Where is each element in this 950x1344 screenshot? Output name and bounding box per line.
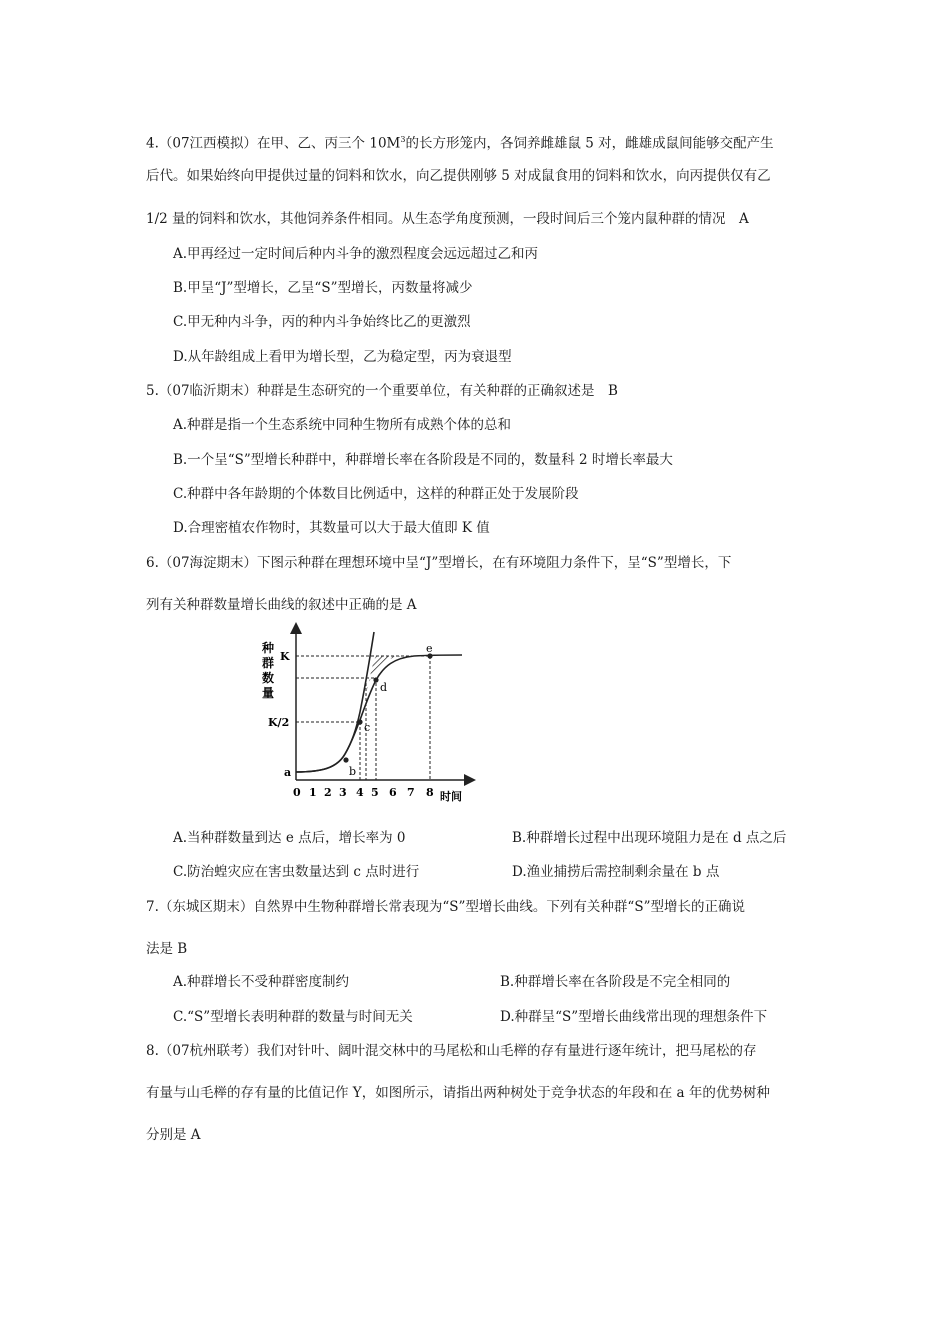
point-d (373, 677, 378, 682)
q4-option-b: B.甲呈“J”型增长，乙呈“S”型增长，丙数量将减少 (173, 280, 473, 296)
q8-stem-line2: 有量与山毛榉的存有量的比值记作 Y，如图所示，请指出两种树处于竞争状态的年段和在 a 年的优势树种 (146, 1085, 770, 1101)
q6-stem-line2: 列有关种群数量增长曲线的叙述中正确的是 A (146, 597, 417, 613)
y-tick-a: a (284, 766, 292, 779)
point-label-c: c (364, 721, 371, 734)
x-tick-1: 1 (309, 786, 317, 799)
x-tick-3: 3 (339, 786, 347, 799)
point-c (357, 719, 362, 724)
q5-option-b: B.一个呈“S”型增长种群中，种群增长率在各阶段是不同的，数量科 2 时增长率最大 (173, 452, 673, 468)
q4-stem-line1: 4.（07江西模拟）在甲、乙、丙三个 $10M^3$的长方形笼内，各饲养雌雄鼠 5 对，雌雄成鼠间能够交配产生 (146, 135, 774, 152)
q8-stem-line3: 分别是 A (146, 1127, 201, 1143)
x-tick-0: 0 (293, 786, 301, 799)
point-label-e: e (426, 642, 433, 655)
y-label-char-3: 数 (262, 671, 275, 685)
x-tick-4: 4 (356, 786, 364, 799)
q6-option-a: A.当种群数量到达 e 点后，增长率为 0 (173, 830, 406, 846)
y-label-char-4: 量 (262, 686, 275, 700)
j-curve (296, 632, 374, 772)
q5-option-a: A.种群是指一个生态系统中同种生物所有成熟个体的总和 (173, 417, 512, 433)
q4-stem-line2: 后代。如果始终向甲提供过量的饲料和饮水，向乙提供刚够 5 对成鼠食用的饲料和饮水，向丙提供仅有乙 (146, 168, 771, 184)
q7-option-c: C.“S”型增长表明种群的数量与时间无关 (173, 1009, 413, 1025)
q6-stem-line1: 6.（07海淀期末）下图示种群在理想环境中呈“J”型增长，在有环境阻力条件下，呈“S”型增长，下 (146, 555, 732, 571)
s-curve (296, 655, 462, 772)
q4-option-c: C.甲无种内斗争，丙的种内斗争始终比乙的更激烈 (173, 314, 471, 330)
q7-option-d: D.种群呈“S”型增长曲线常出现的理想条件下 (500, 1009, 768, 1025)
x-tick-8: 8 (426, 786, 434, 799)
q6-option-c: C.防治蝗灾应在害虫数量达到 c 点时进行 (173, 864, 420, 880)
q5-stem: 5.（07临沂期末）种群是生态研究的一个重要单位，有关种群的正确叙述是 B (146, 383, 618, 399)
q7-stem-line1: 7.（东城区期末）自然界中生物种群增长常表现为“S”型增长曲线。下列有关种群“S”型增长的正确说 (146, 899, 745, 915)
q4-stem-line3: 1/2 量的饲料和饮水，其他饲养条件相同。从生态学角度预测，一段时间后三个笼内鼠种群的情况 A (146, 211, 749, 227)
point-label-d: d (380, 681, 388, 694)
q4-option-a: A.甲再经过一定时间后种内斗争的激烈程度会远远超过乙和丙 (173, 246, 539, 262)
q7-stem-line2: 法是 B (146, 941, 188, 957)
y-tick-k-half: K/2 (268, 716, 290, 729)
y-label-char-1: 种 (262, 641, 275, 655)
q6-option-d: D.渔业捕捞后需控制剩余量在 b 点 (512, 864, 720, 880)
q4-option-d: D.从年龄组成上看甲为增长型，乙为稳定型，丙为衰退型 (173, 349, 512, 365)
q7-option-b: B.种群增长率在各阶段是不完全相同的 (500, 974, 731, 990)
q6-option-b: B.种群增长过程中出现环境阻力是在 d 点之后 (512, 830, 787, 846)
q7-option-a: A.种群增长不受种群密度制约 (173, 974, 350, 990)
point-b (343, 757, 348, 762)
y-tick-k: K (280, 650, 290, 663)
x-tick-6: 6 (389, 786, 397, 799)
q8-stem-line1: 8.（07杭州联考）我们对针叶、阔叶混交林中的马尾松和山毛榉的存有量进行逐年统计，把马尾松的存 (146, 1043, 757, 1059)
x-tick-2: 2 (324, 786, 332, 799)
q5-option-c: C.种群中各年龄期的个体数目比例适中，这样的种群正处于发展阶段 (173, 486, 579, 502)
point-label-b: b (349, 765, 357, 778)
population-growth-figure (252, 622, 482, 816)
x-tick-7: 7 (407, 786, 415, 799)
q5-option-d: D.合理密植农作物时，其数量可以大于最大值即 K 值 (173, 520, 490, 536)
growth-curve-svg (252, 622, 482, 812)
y-label-char-2: 群 (262, 656, 275, 670)
x-axis-label: 时间 (440, 790, 462, 803)
x-tick-5: 5 (371, 786, 379, 799)
